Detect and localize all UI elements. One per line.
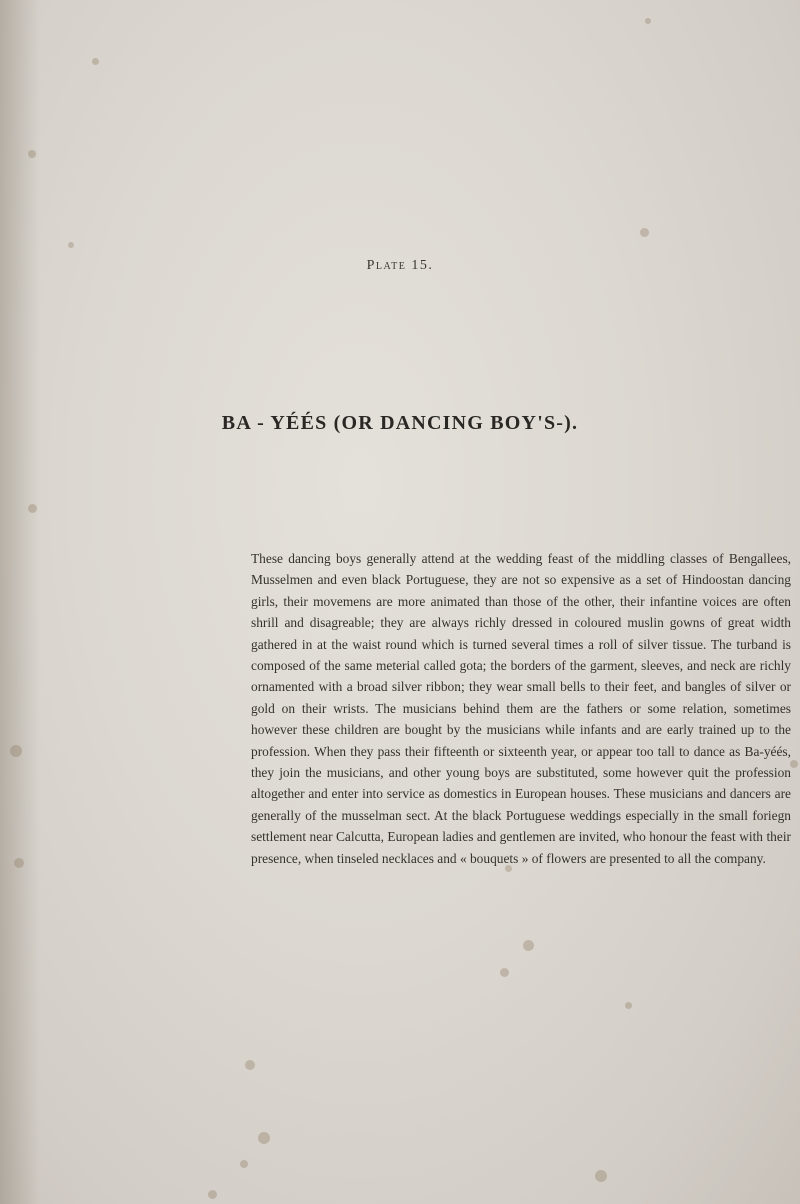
- body-text: [251, 548, 791, 869]
- page-edge-shadow: [0, 0, 40, 1204]
- foxing-spot: [790, 760, 798, 768]
- foxing-spot: [28, 150, 36, 158]
- foxing-spot: [640, 228, 649, 237]
- body-paragraph: These dancing boys generally attend at the wedding feast of the middling classes of Bengallees, Musselmen and even black Portuguese, they are not so expensive as a set of Hindoostan dancing girls, their movemens are more animated than those of the other, their infantine voices are often shrill and disagreable; they are always richly dressed in coloured muslin gowns of great width gathered in at the waist round which is turned several times a roll of silver tissue. The turband is composed of the same meterial called gota; the borders of the garment, sleeves, and neck are richly ornamented with a broad silver ribbon; they wear small bells to their feet, and bangles of silver or gold on their wrists. The musicians behind them are the fathers or some relation, sometimes however these children are bought by the musicians while infants and are early trained up to the profession. When they pass their fifteenth or sixteenth year, or appear too tall to dance as Ba-yéés, they join the musicians, and other young boys are substituted, some however quit the profession altogether and enter into service as domestics in European houses. These musicians and dancers are generally of the musselman sect. At the black Portuguese weddings especially in the small foriegn settlement near Calcutta, European ladies and gentlemen are invited, who honour the feast with their presence, when tinseled necklaces and « bouquets » of flowers are presented to all the company.: [251, 551, 791, 866]
- foxing-spot: [68, 242, 74, 248]
- foxing-spot: [625, 1002, 632, 1009]
- foxing-spot: [523, 940, 534, 951]
- foxing-spot: [208, 1190, 217, 1199]
- foxing-spot: [595, 1170, 607, 1182]
- foxing-spot: [245, 1060, 255, 1070]
- foxing-spot: [10, 745, 22, 757]
- foxing-spot: [14, 858, 24, 868]
- foxing-spot: [28, 504, 37, 513]
- foxing-spot: [645, 18, 651, 24]
- plate-number: Plate 15.: [366, 258, 434, 273]
- foxing-spot: [500, 968, 509, 977]
- foxing-spot: [240, 1160, 248, 1168]
- plate-title: BA - YÉÉS (OR DANCING BOY'S-).: [221, 412, 579, 434]
- foxing-spot: [258, 1132, 270, 1144]
- foxing-spot: [92, 58, 99, 65]
